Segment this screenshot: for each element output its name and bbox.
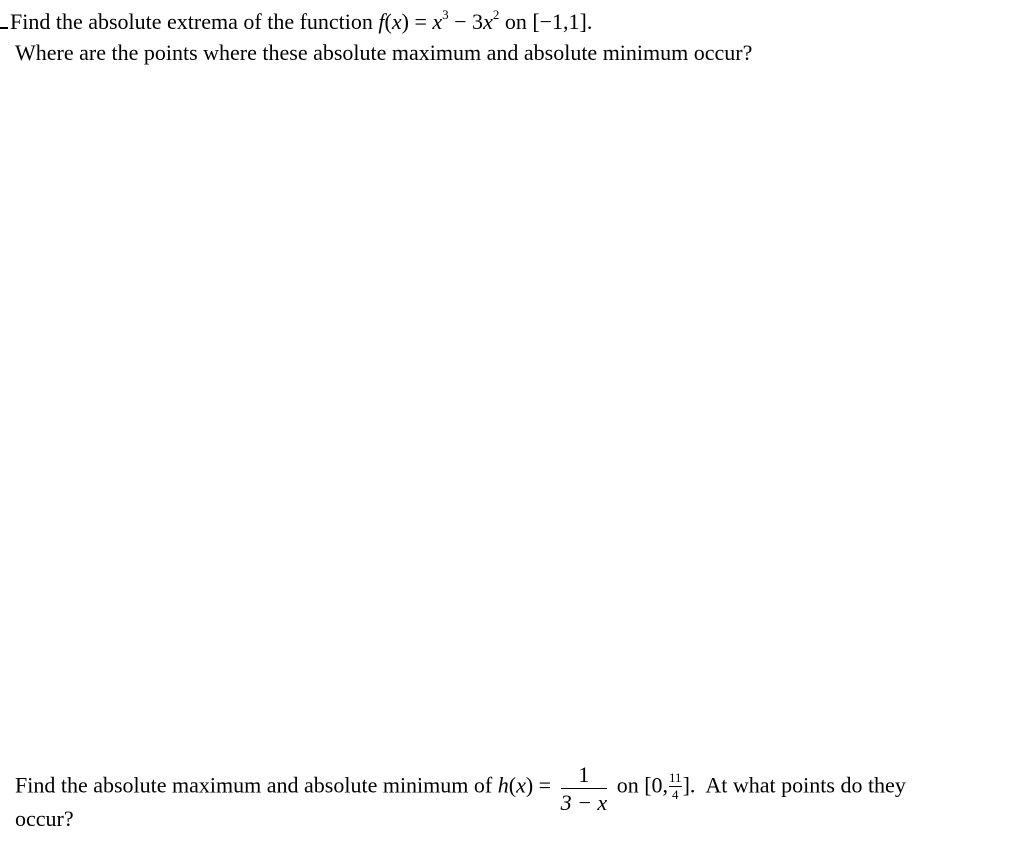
problem-2-interval-open: on [0, xyxy=(611,772,669,798)
problem-2-fraction xyxy=(561,763,608,814)
problem-2-statement xyxy=(15,762,906,816)
problem-1-paren-close: ) xyxy=(401,9,409,34)
problem-2-equals: = xyxy=(533,772,557,798)
problem-1-paren-open: ( xyxy=(384,9,392,34)
problem-2-fraction-bar xyxy=(561,788,608,789)
problem-1-statement xyxy=(10,8,592,33)
problem-1-question: Where are the points where these absolute maximum and absolute minimum occur? xyxy=(15,40,753,65)
problem-1-equals: = xyxy=(408,9,433,34)
problem-2-function-name: h xyxy=(497,772,509,798)
problem-1-function-name: f xyxy=(378,9,385,34)
problem-2-fraction-denominator: 3 − x xyxy=(560,790,608,816)
problem-2-interval-numerator: 11 xyxy=(669,770,682,786)
problem-1-intro: Find the absolute extrema of the function xyxy=(10,9,379,34)
problem-2-fraction-numerator: 1 xyxy=(578,762,590,787)
problem-1-interval: on [−1,1]. xyxy=(499,9,593,34)
problem-2-interval-fraction xyxy=(669,771,682,801)
problem-1-term-2-exponent: 2 xyxy=(492,7,500,22)
problem-2-interval-close: ]. xyxy=(682,772,696,798)
problem-2-tail: At what points do they xyxy=(705,772,906,798)
problem-2-paren-close: ) xyxy=(525,772,534,798)
margin-mark xyxy=(0,27,8,29)
problem-2-continuation: occur? xyxy=(15,806,74,831)
problem-1-term-2-base: x xyxy=(483,9,493,34)
problem-1-term-1-exponent: 3 xyxy=(442,7,449,22)
problem-1-variable: x xyxy=(391,9,402,34)
problem-2-paren-open: ( xyxy=(508,772,517,798)
problem-1-term-1-base: x xyxy=(432,9,443,34)
problem-2-intro: Find the absolute maximum and absolute minimum of xyxy=(15,772,498,798)
problem-1-minus-coefficient: − 3 xyxy=(448,9,484,34)
problem-2-variable: x xyxy=(516,772,526,798)
problem-2-interval-denominator: 4 xyxy=(672,787,679,803)
